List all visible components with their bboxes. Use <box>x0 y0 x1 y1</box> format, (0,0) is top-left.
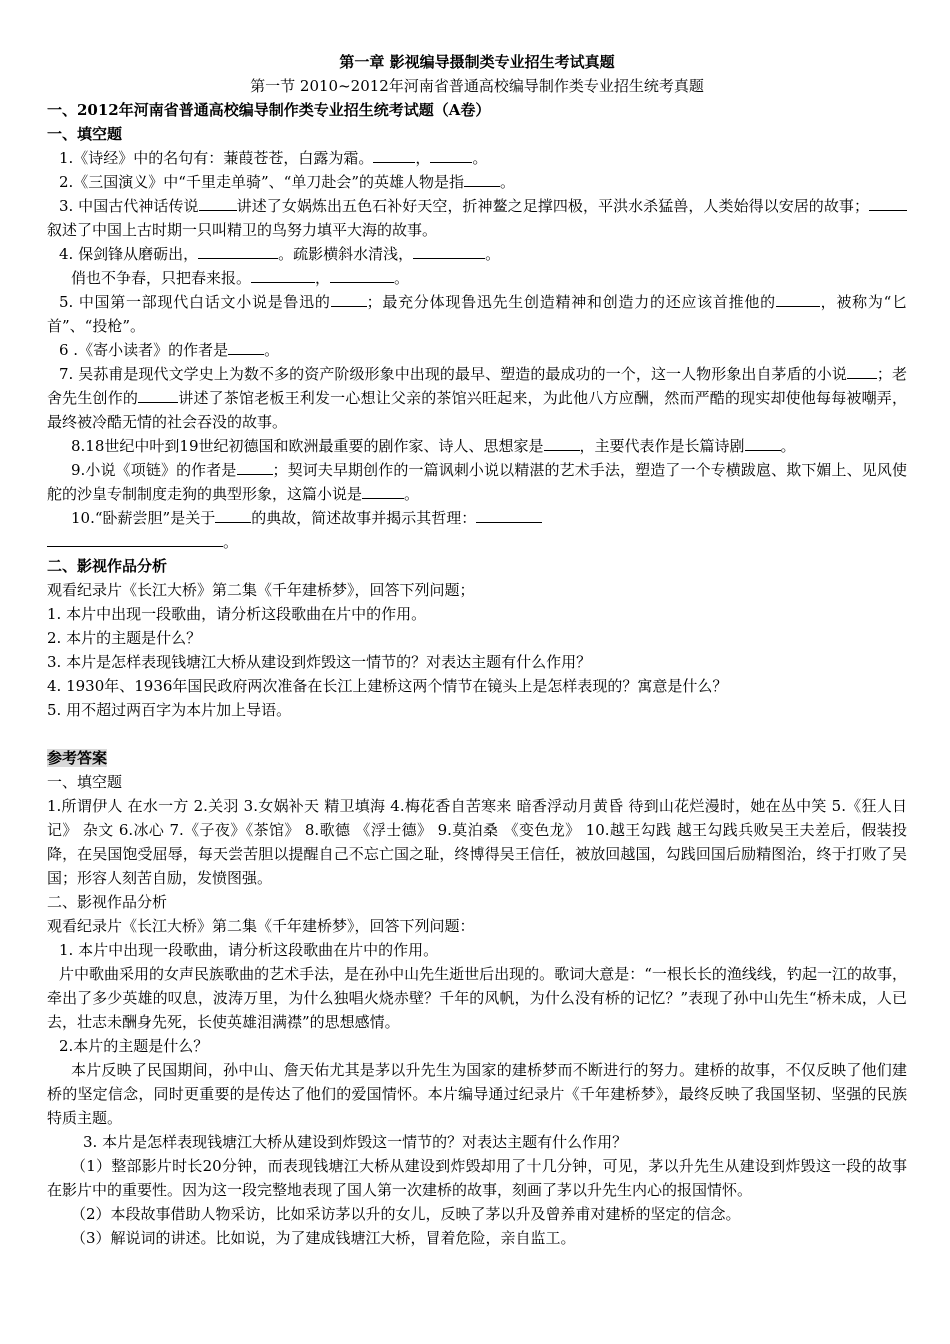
answer-blank <box>430 146 472 163</box>
chapter-title: 第一章 影视编导摄制类专业招生考试真题 <box>339 53 615 71</box>
answer-blank <box>413 242 485 259</box>
answers-answer-3-3: （3）解说词的讲述。比如说，为了建成钱塘江大桥，冒着危险，亲自监工。 <box>71 1229 576 1247</box>
q1-sep: ， <box>415 149 431 167</box>
answer-blank <box>476 506 542 523</box>
answers-part1-heading: 一、填空题 <box>47 773 123 791</box>
section-subtitle: 第一节 2010~2012年河南省普通高校编导制作类专业招生统考真题 <box>250 77 704 95</box>
question-9 <box>47 458 907 506</box>
analysis-question-2: 2. 本片的主题是什么？ <box>47 629 202 647</box>
q4-sep: ， <box>315 269 331 287</box>
answers-question-1: 1. 本片中出现一段歌曲，请分析这段歌曲在片中的作用。 <box>59 941 439 959</box>
q8-text-2: ，主要代表作是长篇诗剧 <box>579 437 745 455</box>
answer-blank <box>869 194 907 211</box>
question-10 <box>47 506 907 530</box>
analysis-question-3: 3. 本片是怎样表现钱塘江大桥从建设到炸毁这一情节的？对表达主题有什么作用？ <box>47 653 592 671</box>
answer-blank <box>215 506 251 523</box>
question-8 <box>47 434 907 458</box>
question-10-line2 <box>47 530 907 554</box>
answers-answer-2: 本片反映了民国期间，孙中山、詹天佑尤其是茅以升先生为国家的建桥梦而不断进行的努力。建桥的故事，不仅反映了他们建桥的坚定信念，同时更重要的是传达了他们的爱国情怀。本片编导通过纪录片《千年建桥梦》，最终反映了我国坚韧、坚强的民族特质主题。 <box>47 1061 907 1127</box>
q8-text: 8.18世纪中叶到19世纪初德国和欧洲最重要的剧作家、诗人、思想家是 <box>71 437 544 455</box>
q1-end: 。 <box>472 149 488 167</box>
question-1 <box>47 146 907 170</box>
q4-text: 4. 保剑锋从磨砺出， <box>59 245 199 263</box>
question-4-line2 <box>47 266 907 290</box>
answer-blank <box>745 434 781 451</box>
q4-end-2: 。 <box>394 269 410 287</box>
q2-end: 。 <box>500 173 516 191</box>
answers-part2-heading: 二、影视作品分析 <box>47 893 168 911</box>
answer-blank <box>199 194 237 211</box>
answers-fill-blank: 1.所谓伊人 在水一方 2.关羽 3.女娲补天 精卫填海 4.梅花香自苦寒来 暗香浮动月黄昏 待到山花烂漫时，她在丛中笑 5.《狂人日记》 杂文 6.冰心 7.《子夜》《茶馆》 8.歌德 《浮士德》 9.莫泊桑 《变色龙》 10.越王勾践 越王勾践兵败吴王夫差后，假装投降，在吴国饱受屈辱，每天尝苦胆以提醒自己不忘亡国之耻，终博得吴王信任，被放回越国，勾践回国后励精图治，终于打败了吴国；形容人刻苦自励，发愤图强。 <box>47 797 907 887</box>
q2-text: 2.《三国演义》中“千里走单骑”、“单刀赴会”的英雄人物是指 <box>59 173 464 191</box>
document-page <box>47 50 907 1250</box>
answer-blank <box>544 434 580 451</box>
question-7 <box>47 362 907 434</box>
q7-text-2: ；老舍先生创作的 <box>47 365 907 407</box>
q9-text-2: ；契诃夫早期创作的一篇讽刺小说以精湛的艺术手法，塑造了一个专横跋扈、欺下媚上、见风使舵的沙皇专制制度走狗的典型形象，这篇小说是 <box>47 461 907 503</box>
answers-question-2: 2.本片的主题是什么？ <box>59 1037 209 1055</box>
answers-title: 参考答案 <box>47 749 108 767</box>
answers-question-3: 3. 本片是怎样表现钱塘江大桥从建设到炸毁这一情节的？对表达主题有什么作用？ <box>83 1133 628 1151</box>
answer-blank <box>47 530 223 547</box>
answer-blank <box>330 266 394 283</box>
answer-blank <box>138 386 178 403</box>
question-5 <box>47 290 907 338</box>
q7-text: 7. 吴荪甫是现代文学史上为数不多的资产阶级形象中出现的最早、塑造的最成功的一个，这一人物形象出自茅盾的小说 <box>59 365 847 383</box>
answer-blank <box>251 266 315 283</box>
part1-heading: 一、填空题 <box>47 125 123 143</box>
question-2 <box>47 170 907 194</box>
answer-blank <box>228 338 264 355</box>
q4-text-2: 。疏影横斜水清浅， <box>278 245 414 263</box>
q8-end: 。 <box>780 437 796 455</box>
answer-blank <box>362 482 404 499</box>
q1-text: 1.《诗经》中的名句有：蒹葭苍苍，白露为霜。 <box>59 149 374 167</box>
answer-blank <box>331 290 367 307</box>
answers-intro: 观看纪录片《长江大桥》第二集《千年建桥梦》，回答下列问题： <box>47 917 475 935</box>
q9-text: 9.小说《项链》的作者是 <box>71 461 237 479</box>
q3-text: 3. 中国古代神话传说 <box>59 197 199 215</box>
answer-blank <box>198 242 278 259</box>
question-3 <box>47 194 907 242</box>
q6-text: 6 .《寄小读者》的作者是 <box>59 341 229 359</box>
analysis-intro: 观看纪录片《长江大桥》第二集《千年建桥梦》，回答下列问题； <box>47 581 475 599</box>
q4-end: 。 <box>485 245 501 263</box>
q5-text: 5. 中国第一部现代白话文小说是鲁迅的 <box>59 293 331 311</box>
answer-blank <box>373 146 415 163</box>
q4-text-3: 俏也不争春，只把春来报。 <box>71 269 252 287</box>
answer-blank <box>776 290 820 307</box>
q10-end: 。 <box>223 533 239 551</box>
exam-title: 一、2012年河南省普通高校编导制作类专业招生统考试题（A卷） <box>47 101 491 119</box>
analysis-question-1: 1. 本片中出现一段歌曲，请分析这段歌曲在片中的作用。 <box>47 605 427 623</box>
answer-blank <box>237 458 273 475</box>
question-6 <box>47 338 907 362</box>
question-4 <box>47 242 907 266</box>
q5-text-3: ，被称为“匕首”、“投枪”。 <box>47 293 907 335</box>
answers-heading <box>47 746 907 770</box>
q7-text-3: 讲述了茶馆老板王利发一心想让父亲的茶馆兴旺起来，为此他八方应酬，然而严酷的现实却使他每每被嘲弄，最终被冷酷无情的社会吞没的故事。 <box>47 389 907 431</box>
q10-text-2: 的典故，简述故事并揭示其哲理： <box>251 509 477 527</box>
q3-text-2: 讲述了女娲炼出五色石补好天空，折神鳌之足撑四极，平洪水杀猛兽，人类始得以安居的故事； <box>236 197 869 215</box>
answers-answer-1: 片中歌曲采用的女声民族歌曲的艺术手法，是在孙中山先生逝世后出现的。歌词大意是：“一根长长的渔线线，钓起一江的故事，牵出了多少英雄的叹息，波涛万里，为什么独唱火烧赤壁？千年的风帆，为什么没有桥的记忆？”表现了孙中山先生“桥未成，人已去，壮志未酬身先死，长使英雄泪满襟”的思想感情。 <box>47 965 907 1031</box>
q9-end: 。 <box>404 485 420 503</box>
part2-heading: 二、影视作品分析 <box>47 557 168 575</box>
q10-text: 10.“卧薪尝胆”是关于 <box>71 509 216 527</box>
q3-text-3: 叙述了中国上古时期一只叫精卫的鸟努力填平大海的故事。 <box>47 221 438 239</box>
answers-answer-3-2: （2）本段故事借助人物采访，比如采访茅以升的女儿，反映了茅以升及曾养甫对建桥的坚定的信念。 <box>71 1205 741 1223</box>
q5-text-2: ；最充分体现鲁迅先生创造精神和创造力的还应该首推他的 <box>366 293 776 311</box>
spacer <box>47 722 907 746</box>
q6-end: 。 <box>264 341 280 359</box>
answer-blank <box>847 362 877 379</box>
analysis-question-5: 5. 用不超过两百字为本片加上导语。 <box>47 701 292 719</box>
answer-blank <box>464 170 500 187</box>
analysis-question-4: 4. 1930年、1936年国民政府两次准备在长江上建桥这两个情节在镜头上是怎样表现的？寓意是什么？ <box>47 677 728 695</box>
answers-answer-3-1: （1）整部影片时长20分钟，而表现钱塘江大桥从建设到炸毁却用了十几分钟，可见，茅以升先生从建设到炸毁这一段的故事在影片中的重要性。因为这一段完整地表现了国人第一次建桥的故事，刻画了茅以升先生内心的报国情怀。 <box>47 1157 907 1199</box>
